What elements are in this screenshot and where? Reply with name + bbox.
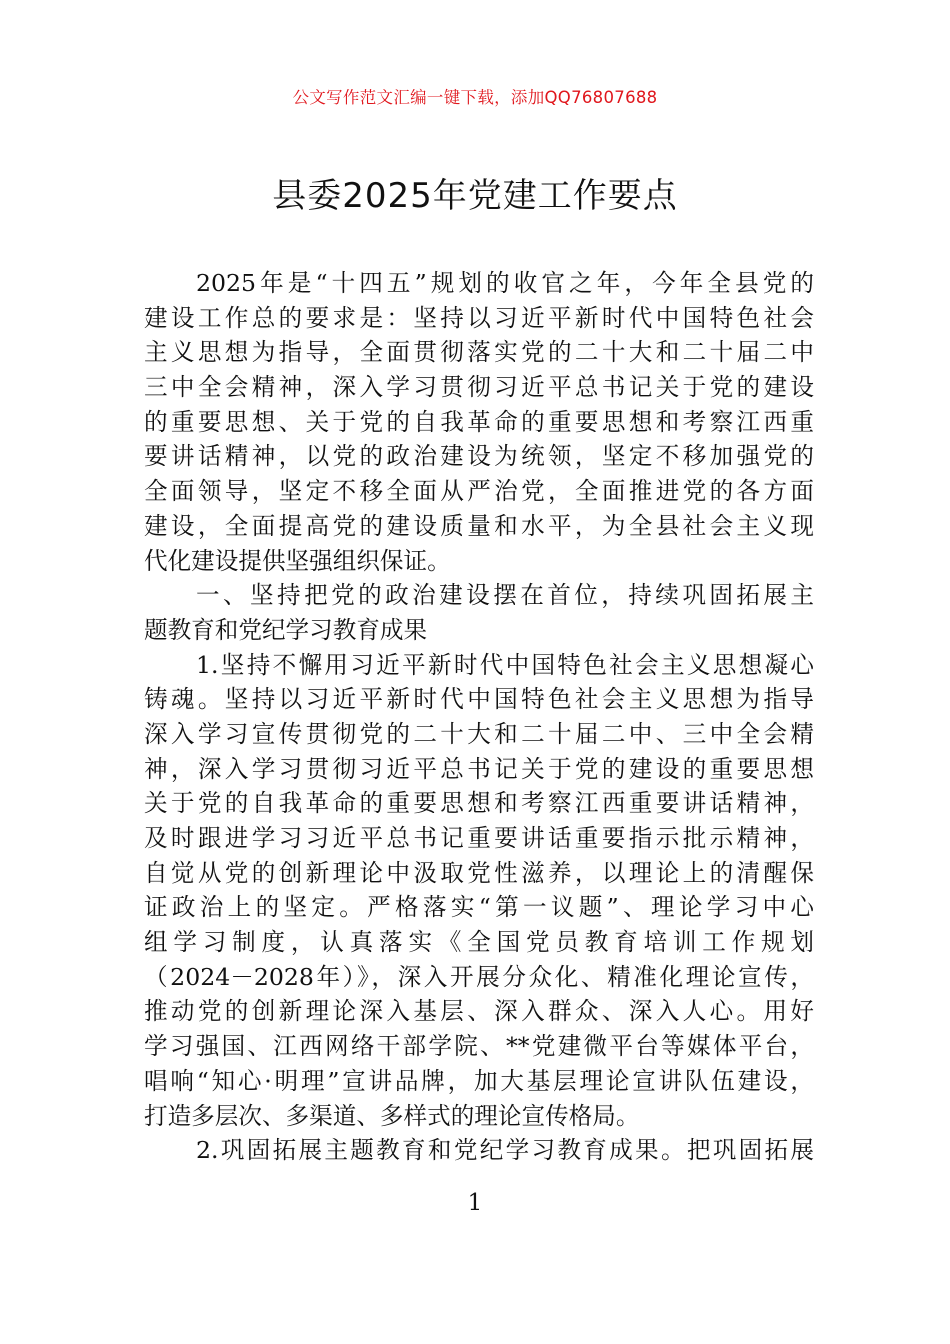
download-banner[interactable]: 公文写作范文汇编一键下载，添加QQ76807688 bbox=[292, 88, 658, 107]
paragraph-line: 唱响“知心·明理”宣讲品牌，加大基层理论宣讲队伍建设， bbox=[144, 1066, 814, 1095]
paragraph-line: 2.巩固拓展主题教育和党纪学习教育成果。把巩固拓展 bbox=[196, 1136, 814, 1165]
paragraph-line: 证政治上的坚定。严格落实“第一议题”、理论学习中心 bbox=[144, 893, 814, 922]
paragraph-line: 三中全会精神，深入学习贯彻习近平总书记关于党的建设 bbox=[144, 373, 814, 402]
paragraph-line: 组学习制度，认真落实《全国党员教育培训工作规划 bbox=[144, 928, 814, 957]
paragraph-line: 要讲话精神，以党的政治建设为统领，坚定不移加强党的 bbox=[144, 442, 814, 471]
paragraph-line: 及时跟进学习习近平总书记重要讲话重要指示批示精神， bbox=[144, 824, 814, 852]
paragraph-line: 深入学习宣传贯彻党的二十大和二十届二中、三中全会精 bbox=[144, 719, 814, 748]
section-heading-line: 题教育和党纪学习教育成果 bbox=[144, 615, 428, 644]
section-heading-line: 一、坚持把党的政治建设摆在首位，持续巩固拓展主 bbox=[196, 581, 814, 610]
paragraph-line: 的重要思想、关于党的自我革命的重要思想和考察江西重 bbox=[144, 407, 814, 436]
paragraph-line: 学习强国、江西网络干部学院、**党建微平台等媒体平台， bbox=[144, 1032, 814, 1061]
document-body bbox=[144, 266, 814, 1168]
paragraph-line: 建设，全面提高党的建设质量和水平，为全县社会主义现 bbox=[144, 511, 814, 540]
document-title: 县委2025年党建工作要点 bbox=[272, 176, 678, 216]
paragraph-line: 推动党的创新理论深入基层、深入群众、深入人心。用好 bbox=[144, 997, 814, 1026]
paragraph-line: 神，深入学习贯彻习近平总书记关于党的建设的重要思想 bbox=[144, 754, 814, 783]
paragraph-line: 铸魂。坚持以习近平新时代中国特色社会主义思想为指导 bbox=[144, 685, 814, 714]
paragraph-line: 1.坚持不懈用习近平新时代中国特色社会主义思想凝心 bbox=[196, 650, 814, 679]
page-number: 1 bbox=[467, 1190, 483, 1216]
paragraph-line: 自觉从党的创新理论中汲取党性滋养，以理论上的清醒保 bbox=[144, 858, 814, 887]
paragraph-line: 2025年是“十四五”规划的收官之年，今年全县党的 bbox=[196, 269, 814, 297]
paragraph-line: 打造多层次、多渠道、多样式的理论宣传格局。 bbox=[144, 1101, 640, 1130]
paragraph-line: 关于党的自我革命的重要思想和考察江西重要讲话精神， bbox=[144, 789, 814, 818]
paragraph-line: （2024－2028年）》，深入开展分众化、精准化理论宣传， bbox=[144, 962, 814, 991]
paragraph-line: 主义思想为指导，全面贯彻落实党的二十大和二十届二中 bbox=[144, 338, 814, 367]
paragraph-line: 代化建设提供坚强组织保证。 bbox=[144, 546, 451, 575]
paragraph-line: 全面领导，坚定不移全面从严治党，全面推进党的各方面 bbox=[144, 477, 814, 506]
paragraph-line: 建设工作总的要求是：坚持以习近平新时代中国特色社会 bbox=[144, 303, 814, 332]
